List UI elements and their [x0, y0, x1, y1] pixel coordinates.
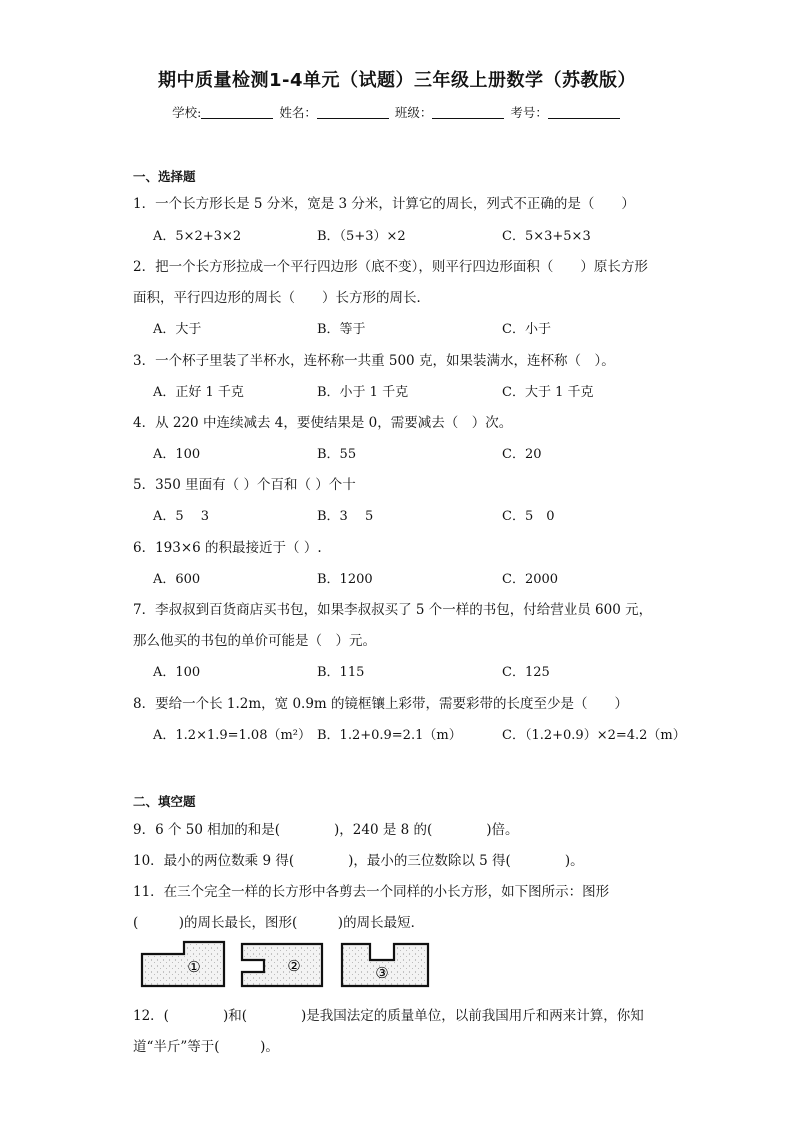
q8-option-a[interactable]: A．1.2×1.9=1.08（m²）	[153, 728, 312, 743]
question-3: 3．一个杯子里装了半杯水，连杯称一共重 500 克，如果装满水，连杯称（ ）。	[133, 353, 615, 369]
page-title: 期中质量检测1-4单元（试题）三年级上册数学（苏教版）	[157, 70, 637, 91]
q1-option-b[interactable]: B．（5+3）×2	[317, 229, 406, 244]
shape-2-label: ②	[287, 957, 301, 975]
q3-option-b[interactable]: B．小于 1 千克	[317, 385, 409, 400]
section-choice-heading: 一、选择题	[133, 169, 196, 184]
question-2-line-2: 面积，平行四边形的周长（ ）长方形的周长．	[133, 290, 430, 306]
name-label: 姓名：	[279, 105, 317, 120]
q1-option-c[interactable]: C．5×3+5×3	[502, 229, 591, 244]
q6-option-b[interactable]: B．1200	[317, 572, 373, 587]
shape-1	[142, 942, 224, 986]
q2-option-b[interactable]: B．等于	[317, 322, 366, 337]
q4-option-a[interactable]: A．100	[153, 447, 201, 462]
question-1: 1．一个长方形长是 5 分米，宽是 3 分米，计算它的周长，列式不正确的是（ ）	[133, 196, 635, 212]
question-6: 6．193×6 的积最接近于（ ）.	[133, 540, 322, 556]
rectangles-figure	[138, 940, 438, 990]
school-label: 学校:	[172, 105, 202, 120]
q2-option-c[interactable]: C．小于	[502, 322, 551, 337]
shape-2	[242, 944, 322, 986]
question-2-line-1: 2．把一个长方形拉成一个平行四边形（底不变），则平行四边形面积（ ）原长方形	[133, 259, 648, 275]
q3-option-a[interactable]: A．正好 1 千克	[153, 385, 244, 400]
q6-option-c[interactable]: C．2000	[502, 572, 559, 587]
student-info	[0, 103, 794, 121]
q5-option-a[interactable]: A．5 3	[153, 509, 210, 524]
class-label: 班级：	[394, 105, 433, 120]
q5-option-b[interactable]: B．3 5	[317, 509, 374, 524]
q5-option-c[interactable]: C．5 0	[502, 509, 555, 524]
number-label: 考号：	[510, 105, 548, 120]
q6-option-a[interactable]: A．600	[153, 572, 201, 587]
question-7-line-1: 7．李叔叔到百货商店买书包，如果李叔叔买了 5 个一样的书包，付给营业员 600 元，	[133, 602, 653, 618]
q8-option-b[interactable]: B．1.2+0.9=2.1（m）	[317, 728, 462, 743]
question-11-line-1: 11．在三个完全一样的长方形中各剪去一个同样的小长方形，如下图所示：图形	[133, 884, 610, 900]
q7-option-b[interactable]: B．115	[317, 665, 365, 680]
question-4: 4．从 220 中连续减去 4，要使结果是 0，需要减去（ ）次。	[133, 415, 513, 431]
question-12-line-2: 道“半斤”等于( )。	[133, 1039, 279, 1055]
question-8: 8．要给一个长 1.2m，宽 0.9m 的镜框镶上彩带，需要彩带的长度至少是（ ）	[133, 696, 629, 712]
q1-option-a[interactable]: A．5×2+3×2	[153, 229, 242, 244]
name-blank[interactable]	[317, 106, 389, 119]
q4-option-c[interactable]: C．20	[502, 447, 542, 462]
question-10: 10．最小的两位数乘 9 得( )，最小的三位数除以 5 得( )。	[133, 853, 584, 869]
shape-3-label: ③	[375, 964, 389, 982]
q7-option-a[interactable]: A．100	[153, 665, 201, 680]
q7-option-c[interactable]: C．125	[502, 665, 550, 680]
q8-option-c[interactable]: C．（1.2+0.9）×2=4.2（m）	[502, 728, 686, 743]
q2-option-a[interactable]: A．大于	[153, 322, 202, 337]
question-9: 9．6 个 50 相加的和是( )，240 是 8 的( )倍。	[133, 822, 519, 838]
q4-option-b[interactable]: B．55	[317, 447, 357, 462]
section-fill-heading: 二、填空题	[133, 794, 196, 809]
class-blank[interactable]	[432, 106, 504, 119]
number-blank[interactable]	[548, 106, 620, 119]
question-11-line-2: ( )的周长最长，图形( )的周长最短．	[133, 915, 425, 931]
question-5: 5．350 里面有（ ）个百和（ ）个十	[133, 477, 356, 493]
school-blank[interactable]	[201, 106, 273, 119]
question-12-line-1: 12．( )和( )是我国法定的质量单位，以前我国用斤和两来计算，你知	[133, 1008, 644, 1024]
shape-1-label: ①	[187, 958, 201, 976]
q3-option-c[interactable]: C．大于 1 千克	[502, 385, 594, 400]
question-7-line-2: 那么他买的书包的单价可能是（ ）元。	[133, 633, 376, 649]
